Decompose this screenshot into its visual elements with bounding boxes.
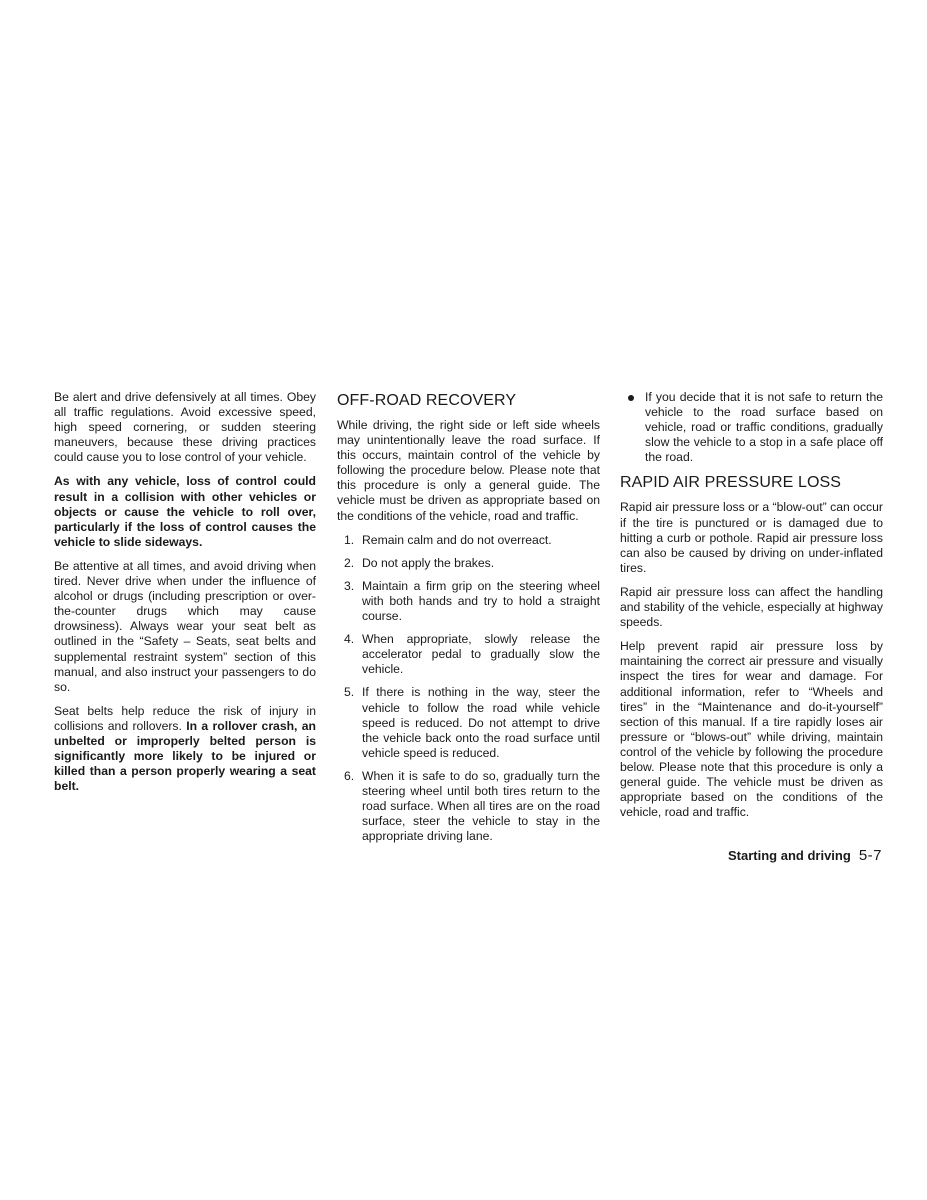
paragraph-defensive-driving: Be alert and drive defensively at all times. Obey all traffic regulations. Avoid excessive speed, high speed cornering, or sudden steering maneuvers, because these driving practices could cause you to lose control of your vehicle. — [54, 390, 316, 465]
step-text: When appropriate, slowly release the accelerator pedal to gradually slow the vehicle. — [362, 632, 600, 677]
step-text: Do not apply the brakes. — [362, 555, 495, 570]
step-number: 2. — [344, 555, 355, 570]
step-number: 3. — [344, 578, 355, 593]
paragraph-prevention: Help prevent rapid air pressure loss by maintaining the correct air pressure and visually inspect the tires for wear and damage. For additional information, refer to “Wheels and tires” in the “Maintenance and do-it-yourself” section of this manual. If a tire rapidly loses air pressure or “blows-out” while driving, maintain control of the vehicle by following the procedure below. Please note that this procedure is only a general guide. The vehicle must be driven as appropriate based on the conditions of the vehicle, road and traffic. — [620, 639, 883, 820]
step-number: 1. — [344, 532, 355, 547]
paragraph-off-road-intro: While driving, the right side or left side wheels may unintentionally leave the road surface. If this occurs, maintain control of the vehicle by following the procedure below. Please note that this procedure is only a general guide. The vehicle must be driven as appropriate based on the conditions of the vehicle, road and traffic. — [337, 418, 600, 523]
page-number: 5-7 — [858, 847, 882, 864]
seat-belt-warning: In a rollover crash, an unbelted or improperly belted person is significantly more likely to be injured or killed than a person properly wearing a seat belt. — [54, 718, 316, 794]
step-text: If there is nothing in the way, steer the vehicle to follow the road while vehicle speed is reduced. Do not attempt to drive the vehicle back onto the road surface until vehicle speed is reduced. — [362, 685, 600, 760]
bullet-dot-icon — [628, 395, 634, 401]
list-item — [337, 769, 600, 844]
footer-section-title: Starting and driving — [728, 848, 851, 863]
paragraph-seat-belts — [54, 704, 316, 795]
step-text: Remain calm and do not overreact. — [362, 532, 552, 547]
heading-off-road-recovery: OFF-ROAD RECOVERY — [337, 392, 517, 409]
warning-loss-of-control: As with any vehicle, loss of control could result in a collision with other vehicles or objects or cause the vehicle to roll over, particularly if the loss of control causes the vehicle to slide sideways. — [54, 474, 316, 549]
step-number: 4. — [344, 632, 355, 647]
step-text: When it is safe to do so, gradually turn the steering wheel until both tires return to the road surface. When all tires are on the road surface, steer the vehicle to stay in the appropriate driving lane. — [362, 768, 600, 844]
list-item — [337, 579, 600, 624]
seat-belt-text: Seat belts help reduce the risk of injury in collisions and rollovers. — [54, 703, 316, 733]
page-footer — [620, 848, 882, 864]
right-column — [620, 390, 883, 829]
bullet-text: If you decide that it is not safe to return the vehicle to the road surface based on vehicle, road or traffic conditions, gradually slow the vehicle to a stop in a safe place off the road. — [645, 390, 883, 465]
middle-column — [337, 390, 600, 852]
bullet-list — [620, 390, 883, 465]
step-number: 5. — [344, 685, 355, 700]
list-item — [337, 533, 600, 548]
heading-rapid-air-pressure-loss: RAPID AIR PRESSURE LOSS — [620, 474, 842, 492]
list-item — [337, 556, 600, 571]
paragraph-attentive-driving: Be attentive at all times, and avoid driving when tired. Never drive when under the influence of alcohol or drugs (including prescription or over-the-counter drugs which may cause drowsiness). Always wear your seat belt as outlined in the “Safety – Seats, seat belts and supplemental restraint system” section of this manual, and also instruct your passengers to do so. — [54, 558, 316, 694]
paragraph-handling: Rapid air pressure loss can affect the handling and stability of the vehicle, especially at highway speeds. — [620, 584, 883, 630]
step-number: 6. — [344, 768, 355, 783]
list-item — [620, 390, 883, 465]
list-item — [337, 632, 600, 677]
paragraph-blowout: Rapid air pressure loss or a “blow-out” can occur if the tire is punctured or is damaged due to hitting a curb or pothole. Rapid air pressure loss can also be caused by driving on under-inflated tires. — [620, 500, 883, 575]
recovery-steps-list — [337, 533, 600, 845]
list-item — [337, 685, 600, 760]
left-column — [54, 390, 316, 803]
step-text: Maintain a firm grip on the steering wheel with both hands and try to hold a straight course. — [362, 578, 600, 624]
